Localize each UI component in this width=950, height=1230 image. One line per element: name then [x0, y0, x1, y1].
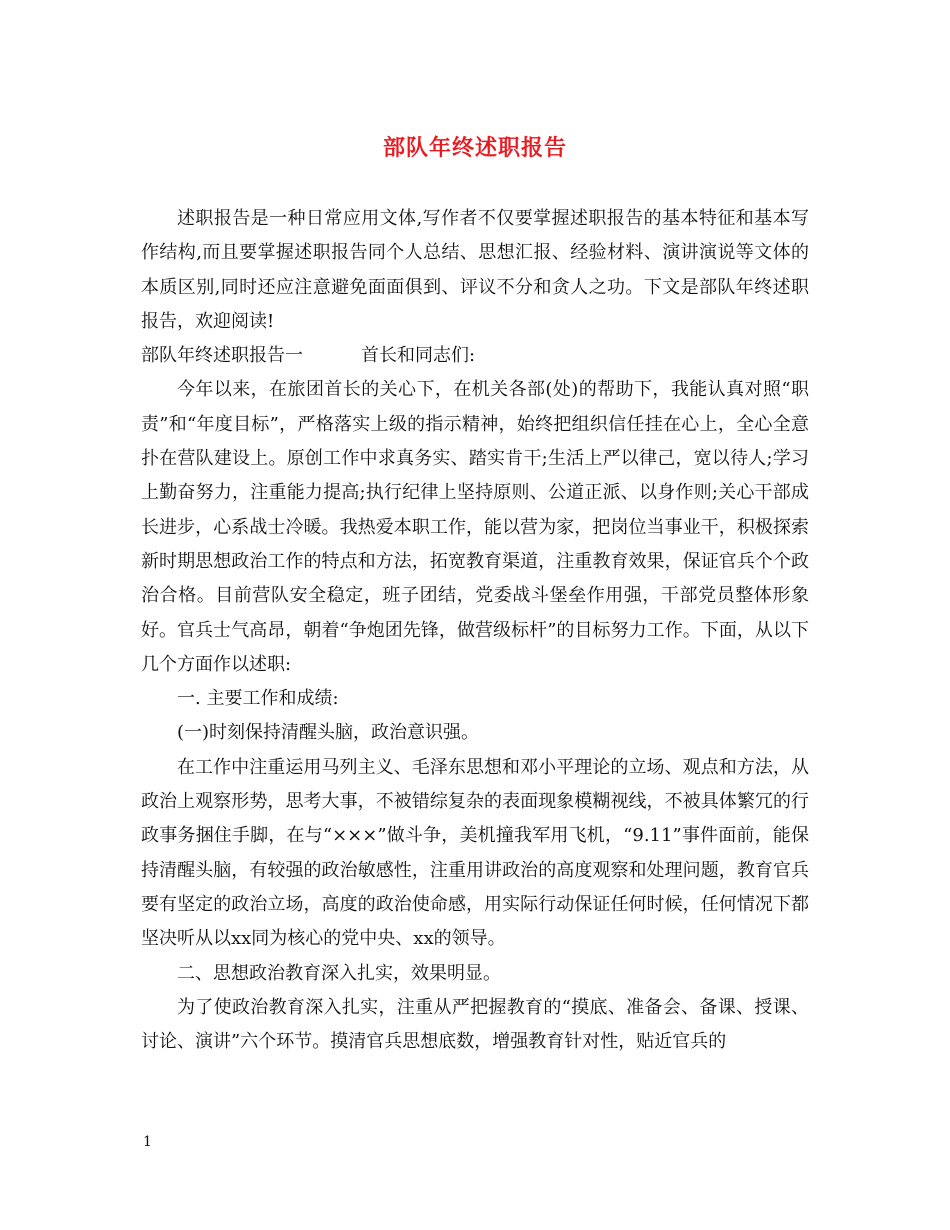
document-body [141, 202, 809, 1059]
report-heading: 部队年终述职报告一 [141, 345, 303, 367]
body-paragraph: 为了使政治教育深入扎实，注重从严把握教育的“摸底、准备会、备课、授课、讨论、演讲”六个环节。摸清官兵思想底数，增强教育针对性，贴近官兵的 [141, 996, 809, 1053]
intro-paragraph: 述职报告是一种日常应用文体,写作者不仅要掌握述职报告的基本特征和基本写作结构,而且要掌握述职报告同个人总结、思想汇报、经验材料、演讲演说等文体的本质区别,同时还应注意避免面面俱到、评议不分和贪人之功。下文是部队年终述职报告，欢迎阅读! [141, 208, 809, 332]
body-paragraph: 在工作中注重运用马列主义、毛泽东思想和邓小平理论的立场、观点和方法，从政治上观察形势，思考大事，不被错综复杂的表面现象模糊视线，不被具体繁冗的行政事务捆住手脚，在与“×××”做斗争，美机撞我军用飞机，“9.11”事件面前，能保持清醒头脑，有较强的政治敏感性，注重用讲政治的高度观察和处理问题，教育官兵要有坚定的政治立场，高度的政治使命感，用实际行动保证任何时候，任何情况下都坚决听从以xx同为核心的党中央、xx的领导。 [141, 756, 809, 950]
section-heading: 一. 主要工作和成绩: [177, 688, 339, 710]
document-title: 部队年终述职报告 [382, 135, 567, 161]
body-paragraph: 今年以来，在旅团首长的关心下，在机关各部(处)的帮助下，我能认真对照“职责”和“年度目标”，严格落实上级的指示精神，始终把组织信任挂在心上，全心全意扑在营队建设上。原创工作中求真务实、踏实肯干;生活上严以律己，宽以待人;学习上勤奋努力，注重能力提高;执行纪律上坚持原则、公道正派、以身作则;关心干部成长进步，心系战士冷暖。我热爱本职工作，能以营为家，把岗位当事业干，积极探索新时期思想政治工作的特点和方法，拓宽教育渠道，注重教育效果，保证官兵个个政治合格。目前营队安全稳定，班子团结，党委战斗堡垒作用强，干部党员整体形象好。官兵士气高昂，朝着“争炮团先锋，做营级标杆”的目标努力工作。下面，从以下几个方面作以述职: [141, 379, 810, 675]
report-heading-line [141, 339, 809, 373]
section-heading: 二、思想政治教育深入扎实，效果明显。 [177, 962, 501, 984]
subsection-heading: (一)时刻保持清醒头脑，政治意识强。 [177, 722, 480, 744]
salutation: 首长和同志们: [361, 345, 476, 367]
page-number: 1 [143, 1134, 152, 1150]
